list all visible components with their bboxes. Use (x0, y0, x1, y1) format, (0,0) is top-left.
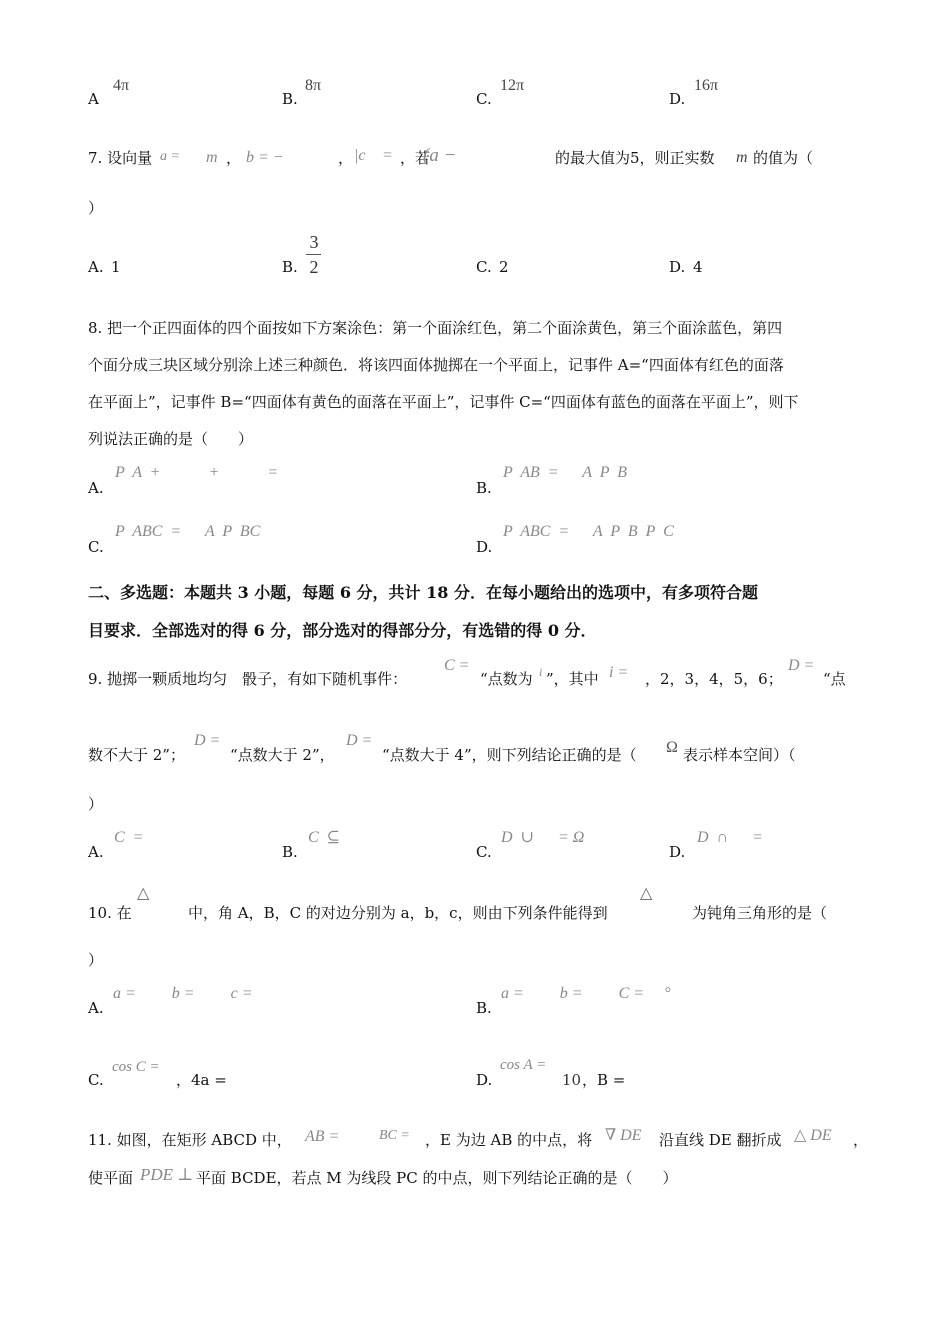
q7-expression: (a − (423, 145, 457, 166)
q8-line-1: 8. 把一个正四面体的四个面按如下方案涂色：第一个面涂红色，第二个面涂黄色，第三个面涂蓝色，第四 (88, 319, 783, 337)
q7-option-b-numerator: 3 (309, 232, 319, 252)
q8-option-a-math: P A + + = (115, 464, 279, 481)
q8-line-2: 个面分成三块区域分别涂上述三种颜色．将该四面体抛掷在一个平面上，记事件 A=“四面体有红色的面落 (88, 356, 784, 374)
q7-comma3: ，若 (400, 149, 431, 167)
q9-option-c-label: C. (476, 843, 492, 861)
q6-option-b-value: 8π (305, 77, 322, 94)
q11-bc: BC = (379, 1128, 410, 1143)
q10-option-b-label: B. (476, 999, 492, 1017)
q9-omega: Ω (666, 739, 678, 756)
q9-option-d-math: D ∩ = (697, 829, 763, 846)
q10-close-paren: ） (88, 951, 104, 969)
q9-close-paren: ） (88, 795, 104, 813)
q8-option-d-math: P ABC = A P B P C (503, 523, 674, 540)
q7-m: m (206, 149, 218, 166)
q7-option-b-label: B. (282, 258, 298, 276)
q9-line2-1: 数不大于 2”； (88, 746, 185, 764)
q9-stem-start: 9. 抛掷一颗质地均匀 骰子，有如下随机事件： (88, 670, 408, 688)
q9-option-b-math: C ⊆ (308, 829, 341, 846)
q9-option-a-math: C = (114, 829, 144, 846)
q9-option-b-label: B. (282, 843, 298, 861)
section-2-line-1: 二、多选题：本题共 3 小题，每题 6 分，共计 18 分．在每小题给出的选项中，有多项符合题 (88, 583, 758, 602)
q9-option-a-label: A. (88, 843, 104, 861)
q9-d1: D = (788, 657, 815, 674)
q10-stem-mid: 中，角 A，B，C 的对边分别为 a，b，c，则由下列条件能得到 (188, 904, 608, 922)
q6-option-d-label: D. (669, 90, 686, 108)
q10-option-d-label: D. (476, 1071, 493, 1089)
q10-triangle-icon: △ (137, 885, 150, 902)
q10-option-c-math: cos C = (112, 1059, 160, 1075)
q10-option-d-tail: ，B = (582, 1071, 626, 1089)
q7-vector-a: a = (160, 149, 180, 164)
q11-comma: ， (853, 1131, 869, 1149)
q8-option-d-label: D. (476, 538, 493, 556)
q9-i: i (539, 665, 543, 679)
q6-option-d-value: 16π (694, 77, 719, 94)
q9-option-d-label: D. (669, 843, 686, 861)
q11-fold2: △ DE (794, 1127, 832, 1144)
q10-option-d-denominator: 10 (562, 1071, 582, 1089)
q11-ab: AB = (305, 1128, 340, 1145)
q9-d3: D = (346, 732, 373, 749)
q8-option-a-label: A. (88, 479, 104, 497)
q7-comma2: ， (338, 149, 354, 167)
q7-stem-start: 7. 设向量 (88, 149, 153, 167)
q10-triangle-icon-2: △ (640, 885, 653, 902)
q9-d2: D = (194, 732, 221, 749)
q11-line2-start: 使平面 (88, 1169, 134, 1187)
q9-stem-5: “点 (823, 670, 846, 688)
q10-option-d-math: cos A = (500, 1057, 547, 1073)
q7-comma1: ， (226, 149, 242, 167)
q7-option-c-value: 2 (499, 258, 509, 276)
q8-line-3: 在平面上”，记事件 B=“四面体有黄色的面落在平面上”，记事件 C=“四面体有蓝色的面落在平面上”，则下 (88, 393, 799, 411)
q8-option-b-label: B. (476, 479, 492, 497)
q9-line2-4: 表示样本空间）（ (683, 746, 796, 764)
q6-option-b-label: B. (282, 90, 298, 108)
q9-stem-4: ，2，3，4，5，6； (645, 670, 783, 688)
q7-option-d-label: D. (669, 258, 686, 276)
q9-stem-2: “点数为 (480, 670, 533, 688)
q8-option-c-math: P ABC = A P BC (115, 523, 261, 540)
q6-option-a-value: 4π (113, 77, 130, 94)
q7-option-a-label: A. (88, 258, 104, 276)
q10-option-a-math: a = b = c = (113, 985, 253, 1002)
q8-line-4: 列说法正确的是（ ） (88, 430, 254, 448)
q11-fold: ∇ DE (605, 1127, 642, 1144)
q9-option-c-math: D ∪ = Ω (501, 829, 585, 846)
q9-i-eq: i = (609, 664, 629, 681)
q11-line2-end: 平面 BCDE，若点 M 为线段 PC 的中点，则下列结论正确的是（ ） (196, 1169, 678, 1187)
q8-option-b-math: P AB = A P B (503, 464, 627, 481)
q7-stem-mid: 的最大值为5，则正实数 (555, 149, 715, 167)
q10-option-c-label: C. (88, 1071, 104, 1089)
q10-stem-end: 为钝角三角形的是（ (692, 904, 828, 922)
q9-stem-3: ”，其中 (546, 670, 599, 688)
section-2-line-2: 目要求．全部选对的得 6 分，部分选对的得部分分，有选错的得 0 分． (88, 621, 597, 640)
q11-stem-mid: ，E 为边 AB 的中点，将 (425, 1131, 593, 1149)
q7-vector-b: b = − (246, 149, 284, 166)
q6-option-c-value: 12π (500, 77, 525, 94)
q10-option-c-tail: ，4a = (176, 1071, 227, 1089)
q11-pde: PDE ⊥ (140, 1165, 194, 1184)
q7-option-a-value: 1 (111, 258, 121, 276)
q11-stem-mid2: 沿直线 DE 翻折成 (659, 1131, 782, 1149)
q9-line2-3: “点数大于 4”，则下列结论正确的是（ (382, 746, 637, 764)
q8-option-c-label: C. (88, 538, 104, 556)
q10-option-b-math: a = b = C = ° (501, 985, 671, 1002)
q7-option-c-label: C. (476, 258, 492, 276)
q10-option-a-label: A. (88, 999, 104, 1017)
q7-close-paren: ） (88, 199, 104, 217)
q9-ci: C = (444, 657, 470, 674)
q7-vector-c-abs: |c⃗ = (354, 147, 393, 164)
q7-option-b-fraction-bar (306, 254, 321, 255)
q9-line2-2: “点数大于 2”， (230, 746, 335, 764)
q6-option-a-label: A (88, 90, 99, 108)
q6-option-c-label: C. (476, 90, 492, 108)
q11-stem-start: 11. 如图，在矩形 ABCD 中， (88, 1131, 292, 1149)
q7-stem-end: 的值为（ (753, 149, 814, 167)
q7-option-b-denominator: 2 (309, 257, 319, 277)
q7-option-d-value: 4 (693, 258, 703, 276)
q10-stem-start: 10. 在 (88, 904, 132, 922)
q7-m2: m (736, 149, 748, 166)
